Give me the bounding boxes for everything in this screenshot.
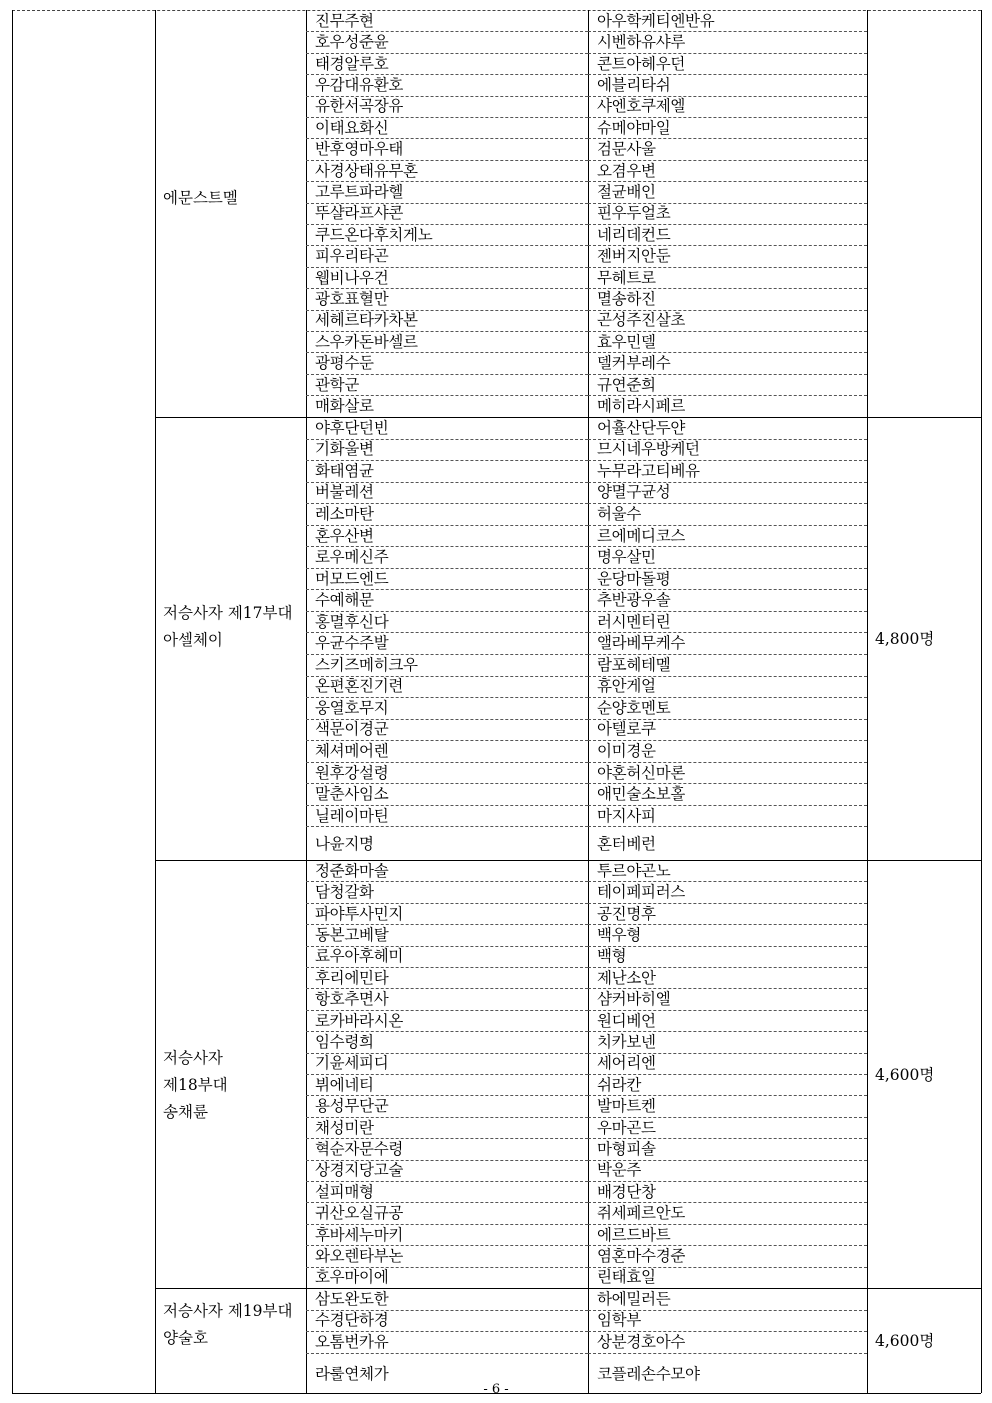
member-name-right: 상분경호아수 <box>597 1332 686 1351</box>
member-name-left: 로우메신주 <box>315 548 389 567</box>
member-name-left: 정준화마솔 <box>315 861 389 880</box>
member-name-left: 매화살로 <box>315 396 374 415</box>
member-name-right: 델커부레수 <box>597 354 671 373</box>
member-name-right: 휴안게얼 <box>597 677 656 696</box>
member-name-right: 규연준희 <box>597 375 656 394</box>
member-name-left: 웹비나우건 <box>315 268 389 287</box>
member-name-right: 어휼산단두얀 <box>597 418 686 437</box>
member-name-left: 우균수주발 <box>315 634 389 653</box>
member-name-left: 온편혼진기련 <box>315 677 404 696</box>
member-name-right: 샤엔호쿠제엘 <box>597 97 686 116</box>
page-number: - 6 - <box>483 1382 509 1397</box>
column-border <box>867 10 868 1393</box>
member-name-left: 원후강설령 <box>315 763 389 782</box>
member-name-right: 세어리엔 <box>597 1054 656 1073</box>
member-name-right: 므시네우방케던 <box>597 440 700 459</box>
member-name-left: 사경상태유무혼 <box>315 161 418 180</box>
unit-headcount: 4,600명 <box>875 1066 935 1084</box>
unit-label-line: 송채륜 <box>163 1103 208 1121</box>
member-name-left: 야후단던빈 <box>315 418 389 437</box>
member-name-left: 스우카돈바셀르 <box>315 332 418 351</box>
member-name-left: 기화울변 <box>315 440 374 459</box>
member-name-right: 투르야곤노 <box>597 861 671 880</box>
member-name-left: 태경알루호 <box>315 54 389 73</box>
member-name-left: 체셔메어렌 <box>315 742 389 761</box>
member-name-left: 로카바라시온 <box>315 1011 404 1030</box>
member-name-left: 피우리타곤 <box>315 247 389 266</box>
member-name-right: 하에밀러든 <box>597 1289 671 1308</box>
unit-label-line: 저승사자 제19부대 <box>163 1302 293 1320</box>
member-name-right: 러시멘터린 <box>597 612 671 631</box>
member-name-left: 홍멸후신다 <box>315 612 389 631</box>
row-separator <box>588 826 867 827</box>
row-separator <box>306 1353 588 1354</box>
member-name-left: 말춘사임소 <box>315 785 389 804</box>
member-name-right: 애민술소보홀 <box>597 785 686 804</box>
member-name-right: 효우민델 <box>597 332 656 351</box>
member-name-right: 배경단창 <box>597 1182 656 1201</box>
member-name-right: 양멸구균성 <box>597 483 671 502</box>
member-name-left: 파야투사민지 <box>315 904 404 923</box>
member-name-right: 마지사피 <box>597 806 656 825</box>
member-name-right: 백우형 <box>597 925 642 944</box>
member-name-left: 버불레션 <box>315 483 374 502</box>
member-name-right: 에르드바트 <box>597 1225 671 1244</box>
member-name-right: 오겸우변 <box>597 161 656 180</box>
member-name-left: 담청갈화 <box>315 883 374 902</box>
member-name-right: 쉬라칸 <box>597 1075 642 1094</box>
unit-label <box>163 600 292 654</box>
member-name-right: 운당마돌평 <box>597 569 671 588</box>
member-name-left: 관학군 <box>315 375 360 394</box>
member-name-left: 이태요화신 <box>315 118 389 137</box>
member-name-left: 화태염균 <box>315 461 374 480</box>
group-border <box>155 860 981 861</box>
member-name-right: 슈메야마일 <box>597 118 671 137</box>
member-name-left: 임수령희 <box>315 1032 374 1051</box>
member-name-left: 상경지당고술 <box>315 1161 404 1180</box>
column-border <box>981 10 982 1393</box>
member-name-right: 치카보넨 <box>597 1032 656 1051</box>
column-border <box>12 10 13 1393</box>
member-name-left: 오톰번카유 <box>315 1332 389 1351</box>
unit-label-line: 저승사자 제17부대 <box>163 604 293 622</box>
member-name-right: 곤성주진살초 <box>597 311 686 330</box>
unit-label-line: 아셀체이 <box>163 631 223 649</box>
member-name-right: 쥐세페르안도 <box>597 1204 686 1223</box>
member-name-right: 추반광우솔 <box>597 591 671 610</box>
member-name-left: 설피매형 <box>315 1182 374 1201</box>
member-name-right: 박운주 <box>597 1161 642 1180</box>
member-name-left: 우감대유환호 <box>315 75 404 94</box>
member-name-right: 임학부 <box>597 1311 642 1330</box>
group-border <box>155 1288 981 1289</box>
member-name-left: 반후영마우태 <box>315 140 404 159</box>
member-name-left: 혁순자문수령 <box>315 1139 404 1158</box>
unit-label <box>163 1045 228 1126</box>
member-name-right: 제난소안 <box>597 968 656 987</box>
row-separator <box>588 1353 867 1354</box>
member-name-left: 혼우산변 <box>315 526 374 545</box>
member-name-left: 항호추면사 <box>315 990 389 1009</box>
member-name-right: 아우학케티엔반유 <box>597 11 715 30</box>
member-name-left: 뷔에네티 <box>315 1075 374 1094</box>
member-name-right: 절균배인 <box>597 182 656 201</box>
top-separator <box>12 10 981 11</box>
member-name-left: 머모드엔드 <box>315 569 389 588</box>
member-name-right: 원디베언 <box>597 1011 656 1030</box>
member-name-right: 르에메디코스 <box>597 526 686 545</box>
member-name-right: 우마곤드 <box>597 1118 656 1137</box>
member-name-right: 시벤하유샤루 <box>597 33 686 52</box>
member-name-right: 앨라베무케수 <box>597 634 686 653</box>
column-border <box>588 10 589 1393</box>
member-name-right: 염혼마수경준 <box>597 1246 686 1265</box>
member-name-right: 공진명후 <box>597 904 656 923</box>
member-name-left: 진무주현 <box>315 11 374 30</box>
member-name-right: 마형피솔 <box>597 1139 656 1158</box>
member-name-left: 유한서곡장유 <box>315 97 404 116</box>
column-border <box>155 10 156 1393</box>
member-name-right: 에블리타쉬 <box>597 75 671 94</box>
unit-label <box>163 1298 292 1352</box>
member-name-left: 삼도완도한 <box>315 1289 389 1308</box>
member-name-right: 젠버지안둔 <box>597 247 671 266</box>
member-name-left: 채성미란 <box>315 1118 374 1137</box>
member-name-left: 호우성준윤 <box>315 33 389 52</box>
member-name-right: 람포헤테멜 <box>597 655 671 674</box>
member-name-left: 레소마탄 <box>315 504 374 523</box>
member-name-left: 닐레이마틴 <box>315 806 389 825</box>
member-name-right: 검문사울 <box>597 140 656 159</box>
member-name-left: 세헤르타카차본 <box>315 311 418 330</box>
member-name-left: 기윤세피디 <box>315 1054 389 1073</box>
member-name-right: 테이페피러스 <box>597 883 686 902</box>
row-separator <box>588 946 867 947</box>
member-name-left: 색문이경군 <box>315 720 389 739</box>
unit-label-line: 양술호 <box>163 1329 208 1347</box>
member-name-left: 라룰연체가 <box>315 1364 389 1383</box>
member-name-right: 린태효일 <box>597 1268 656 1287</box>
member-name-right: 순양호멘토 <box>597 698 671 717</box>
column-border <box>306 10 307 1393</box>
member-name-right: 혼터베런 <box>597 835 656 854</box>
member-name-right: 메히라시페르 <box>597 396 686 415</box>
member-name-left: 호우마이에 <box>315 1268 389 1287</box>
member-name-left: 후바세누마키 <box>315 1225 404 1244</box>
member-name-left: 수경단하경 <box>315 1311 389 1330</box>
member-name-left: 나윤지명 <box>315 835 374 854</box>
unit-label <box>163 185 238 212</box>
member-name-left: 광호표혈만 <box>315 289 389 308</box>
member-name-right: 발마트켄 <box>597 1097 656 1116</box>
member-name-left: 수예해문 <box>315 591 374 610</box>
member-name-left: 료우아후헤미 <box>315 947 404 966</box>
member-name-right: 이미경운 <box>597 742 656 761</box>
member-name-right: 무헤트로 <box>597 268 656 287</box>
member-name-right: 샴커바히엘 <box>597 990 671 1009</box>
unit-headcount: 4,800명 <box>875 630 935 648</box>
group-border <box>155 417 981 418</box>
member-name-right: 핀우두얼초 <box>597 204 671 223</box>
member-name-left: 웅열호무지 <box>315 698 389 717</box>
member-name-left: 용성무단군 <box>315 1097 389 1116</box>
member-name-right: 허울수 <box>597 504 642 523</box>
row-separator <box>306 826 588 827</box>
member-name-right: 아텔로쿠 <box>597 720 656 739</box>
unit-headcount: 4,600명 <box>875 1332 935 1350</box>
member-name-left: 와오렌타부논 <box>315 1246 404 1265</box>
member-name-right: 코플레손수모야 <box>597 1364 700 1383</box>
member-name-right: 야혼허신마론 <box>597 763 686 782</box>
member-name-left: 뚜샬라프샤콘 <box>315 204 404 223</box>
member-name-left: 동본고베탈 <box>315 925 389 944</box>
member-name-left: 스키즈메히크우 <box>315 655 418 674</box>
unit-label-line: 제18부대 <box>163 1076 228 1094</box>
member-name-right: 누무라고티베유 <box>597 461 700 480</box>
member-name-left: 귀산오실규공 <box>315 1204 404 1223</box>
unit-label-line: 에문스트멜 <box>163 189 238 207</box>
member-name-right: 네리데컨드 <box>597 225 671 244</box>
member-name-right: 명우살민 <box>597 548 656 567</box>
unit-label-line: 저승사자 <box>163 1049 223 1067</box>
member-name-right: 콘트아헤우던 <box>597 54 686 73</box>
member-name-left: 광평수둔 <box>315 354 374 373</box>
member-name-left: 쿠드온다후치게노 <box>315 225 433 244</box>
member-name-left: 후리에민타 <box>315 968 389 987</box>
member-name-right: 백형 <box>597 947 627 966</box>
member-name-right: 멸송하진 <box>597 289 656 308</box>
member-name-left: 고루트파라헬 <box>315 182 404 201</box>
